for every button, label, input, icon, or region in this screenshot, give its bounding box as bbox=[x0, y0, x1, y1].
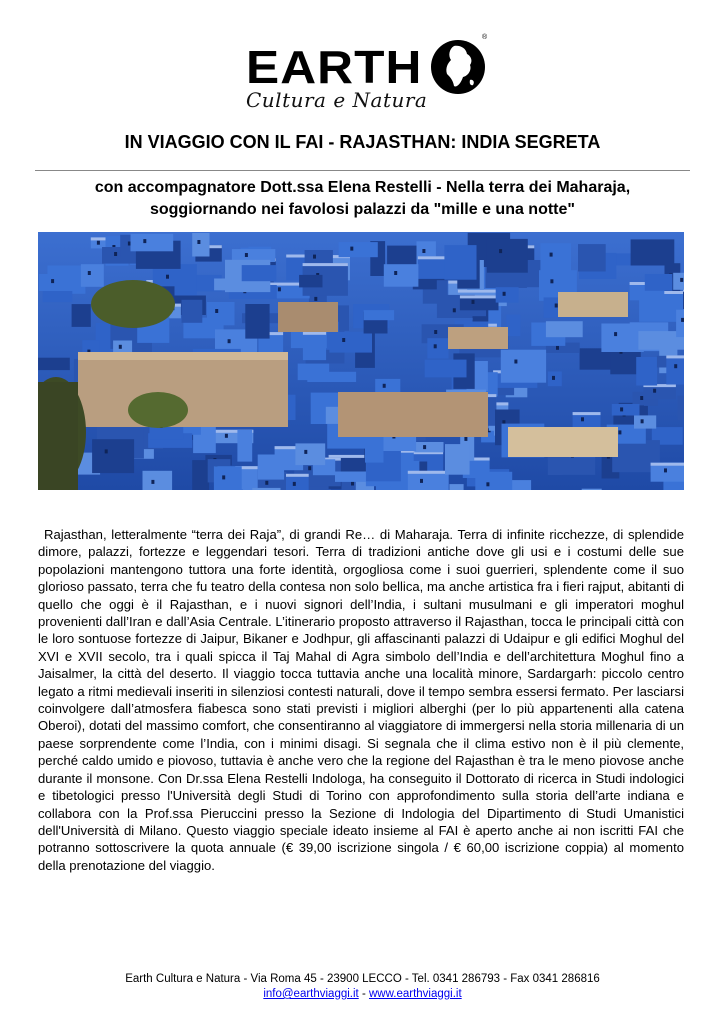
title-divider bbox=[35, 170, 690, 171]
page-title: IN VIAGGIO CON IL FAI - RAJASTHAN: INDIA SEGRETA bbox=[124, 132, 601, 152]
email-link[interactable]: info@earthviaggi.it bbox=[263, 988, 359, 1000]
globe-icon bbox=[430, 36, 486, 98]
logo-wordmark: EARTH bbox=[246, 41, 423, 93]
page-subtitle: con accompagnatore Dott.ssa Elena Restelli - Nella terra dei Maharaja, soggiornando nei favolosi palazzi da "mille e una notte" bbox=[94, 179, 631, 218]
registered-mark: ® bbox=[482, 34, 488, 41]
footer-address: Earth Cultura e Natura - Via Roma 45 - 23900 LECCO - Tel. 0341 286793 - Fax 0341 286816 bbox=[125, 973, 600, 985]
website-link[interactable]: www.earthviaggi.it bbox=[368, 988, 462, 1000]
description-paragraph: Rajasthan, letteralmente “terra dei Raja”, di grandi Re… di Maharaja. Terra di infinite ricchezze, di splendide dimore, palazzi, fortezze e leggendari tesori. Terra di tradizioni antiche dove gli usi e i costumi delle sue popolazioni mantengono tuttora una forte identità, orgogliosa come i suoi guerrieri, splendente come il suo glorioso passato, terra che fu teatro della contesa non solo bellica, ma anche artistica fra i fieri rajput, abitanti di quello che oggi è il Rajasthan, e i nuovi signori dell’India, i sultani musulmani e gli imperatori moghul provenienti dall’Iran e dall’Asia Centrale. L’itinerario proposto attraverso il Rajasthan, tocca le principali città con le loro sontuose fortezze di Jaipur, Bikaner e Jodhpur, gli affascinanti palazzi di Udaipur e gli edifici Moghul del XVI e XVII secolo, tra i quali spicca il Taj Mahal di Agra simbolo dell’India e dell’architettura Moghul fino a Jaisalmer, la città del deserto. Il viaggio tocca tuttavia anche una località minore, Sardargarh: piccolo centro legato a ritmi medievali inseriti in silenziosi contesti naturali, dove il tempo sembra essersi fermato. Per lasciarsi coinvolgere dall’atmosfera fiabesca sono stati previsti i migliori alberghi (per lo più appartenenti alla catena Oberoi), dotati del massimo comfort, che consentiranno al viaggiatore di immergersi nella storia millenaria di un paese sorprendente come l’India, con i minimi disagi. Si segnala che il clima estivo non è il più clemente, perché caldo umido e piovoso, tuttavia è anche vero che la regione del Rajasthan è tra le meno piovose anche durante il monsone. Con Dr.ssa Elena Restelli Indologa, ha conseguito il Dottorato di ricerca in Studi indologici e tibetologici presso l'Università degli Studi di Torino con approfondimento sulla storia dell’arte indiana e collabora con la Prof.ssa Pieruccini presso la Sezione di Indologia del Dipartimento di Studi Umanistici dell'Università di Milano. Questo viaggio speciale ideato insieme al FAI è aperto anche ai non iscritti FAI che potranno sottoscrivere la quota annuale (€ 39,00 iscrizione singola / € 60,00 iscrizione coppia) al momento della prenotazione del viaggio. bbox=[38, 527, 684, 873]
footer bbox=[0, 972, 725, 1002]
logo-tagline: Cultura e Natura bbox=[246, 88, 428, 112]
footer-separator: - bbox=[358, 988, 369, 1000]
jodhpur-blue-city-photo bbox=[38, 232, 684, 490]
earth-logo bbox=[244, 30, 494, 114]
footer-links bbox=[0, 987, 725, 1002]
